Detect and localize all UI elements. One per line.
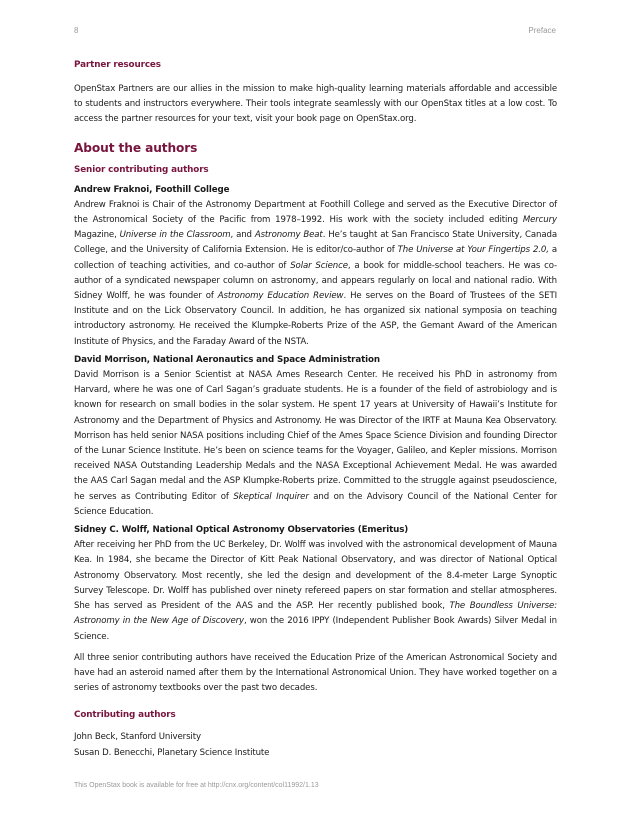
chapter-title: Preface — [528, 26, 556, 35]
about-authors-heading: About the authors — [74, 140, 198, 155]
main-content — [74, 58, 557, 761]
page-footer: This OpenStax book is available for free at http://cnx.org/content/col11992/1.13 — [74, 782, 319, 789]
senior-authors-heading: Senior contributing authors — [74, 164, 209, 175]
contributor-item: John Beck, Stanford University — [74, 732, 201, 743]
wolff-name: Sidney C. Wolff, National Optical Astronomy Observatories (Emeritus) — [74, 525, 409, 536]
morrison-bio: David Morrison is a Senior Scientist at NASA Ames Research Center. He received his PhD in astronomy from Harvard, where he was one of Carl Sagan’s graduate students. He is a founder of the field of astrobiology and is known for research on small bodies in the solar system. He spent 17 years at University of Hawaii’s Institute for Astronomy and the Department of Physics and Astronomy. He was Director of the IRTF at Mauna Kea Observatory. Morrison has held senior NASA positions including Chief of the Ames Space Science Division and founding Director of the Lunar Science Institute. He’s been on science teams for the Voyager, Galileo, and Kepler missions. Morrison received NASA Outstanding Leadership Medals and the NASA Exceptional Achievement Medal. He was awarded the AAS Carl Sagan medal and the ASP Klumpke-Roberts prize. Committed to the struggle against pseudoscience, he serves as Contributing Editor of Skeptical Inquirer and on the Advisory Council of the National Center for Science Education. — [74, 370, 557, 517]
fraknoi-name: Andrew Fraknoi, Foothill College — [74, 184, 230, 195]
morrison-name: David Morrison, National Aeronautics and Space Administration — [74, 354, 380, 365]
partner-resources-heading: Partner resources — [74, 60, 161, 70]
closing-paragraph: All three senior contributing authors have received the Education Prize of the American Astronomical Society and have had an asteroid named after them by the International Astronomical Union. They have worked together on a series of astronomy textbooks over the past two decades. — [74, 652, 557, 694]
wolff-bio: After receiving her PhD from the UC Berkeley, Dr. Wolff was involved with the astronomical development of Mauna Kea. In 1984, she became the Director of Kitt Peak National Observatory, and was director of National Optical Astronomy Observatory. Most recently, she led the design and development of the 8.4-meter Large Synoptic Survey Telescope. Dr. Wolff has published over ninety refereed papers on star formation and stellar atmospheres. She has served as President of the AAS and the ASP. Her recently published book, The Boundless Universe: Astronomy in the New Age of Discovery, won the 2016 IPPY (Independent Publisher Book Awards) Silver Medal in Science. — [74, 540, 557, 642]
page-number: 8 — [74, 26, 79, 35]
contributor-item: Susan D. Benecchi, Planetary Science Institute — [74, 747, 270, 758]
running-header — [74, 26, 556, 38]
fraknoi-bio: Andrew Fraknoi is Chair of the Astronomy Department at Foothill College and served as the Executive Director of the Astronomical Society of the Pacific from 1978–1992. His work with the society included editing Mercury Magazine, Universe in the Classroom, and Astronomy Beat. He’s taught at San Francisco State University, Canada College, and the University of California Extension. He is editor/co-author of The Universe at Your Fingertips 2.0, a collection of teaching activities, and co-author of Solar Science, a book for middle-school teachers. He was co-author of a syndicated newspaper column on astronomy, and appears regularly on local and national radio. With Sidney Wolff, he was founder of Astronomy Education Review. He serves on the Board of Trustees of the SETI Institute and on the Lick Observatory Council. In addition, he has organized six national symposia on teaching introductory astronomy. He received the Klumpke-Roberts Prize of the ASP, the Gemant Award of the American Institute of Physics, and the Faraday Award of the NSTA. — [74, 199, 557, 347]
contributing-authors-heading: Contributing authors — [74, 710, 176, 721]
partner-resources-paragraph: OpenStax Partners are our allies in the mission to make high-quality learning materials affordable and accessible to students and instructors everywhere. Their tools integrate seamlessly with our OpenStax titles at a low cost. To access the partner resources for your text, visit your book page on OpenStax.org. — [74, 84, 557, 125]
